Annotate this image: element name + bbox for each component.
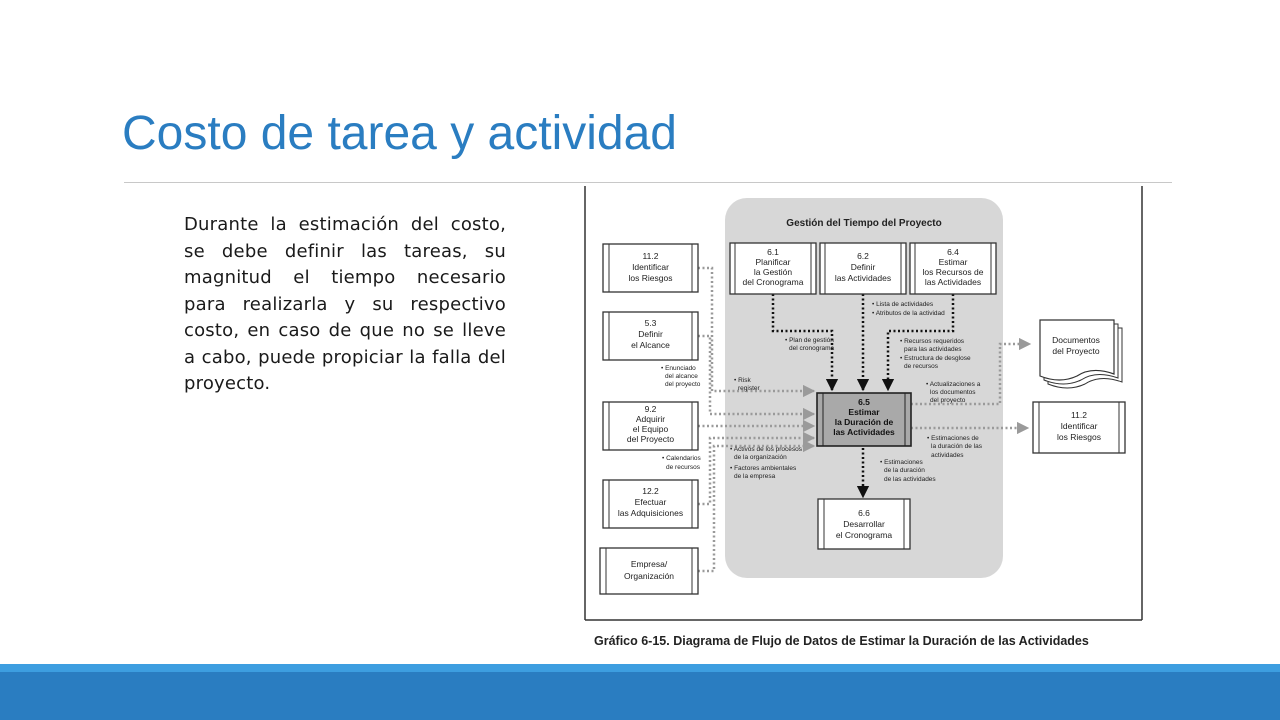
right-box-11-2 [1033,402,1125,453]
left-box-empresa [600,548,698,594]
footer-accent-strip [0,664,1280,672]
label-activos: • Activos de los procesos de la organización • Factores ambientales de la empresa [730,446,803,480]
label-plan-gestion: • Plan de gestión del cronograma [785,337,835,352]
svg-text:6.4Estimarlos Recursos delas A: 6.4 Estimar los Recursos de las Actividades [922,247,984,287]
svg-text:5.3Definirel Alcance: 5.3 Definir el Alcance [631,318,670,350]
svg-text:6.1Planificarla Gestióndel Cro: 6.1 Planificar la Gestión del Cronograma [742,247,804,287]
label-recursos: • Recursos requeridos para las actividades • Estructura de desglose de recursos [900,338,971,370]
svg-text:Empresa/Organización: Empresa/ Organización [623,559,675,581]
label-lista-actividades: • Lista de actividades • Atributos de la actividad [872,301,945,317]
top-box-6-4 [910,243,996,294]
diagram-caption: Gráfico 6-15. Diagrama de Flujo de Datos de Estimar la Duración de las Actividades [594,634,1089,648]
svg-text:12.2Efectuarlas Adquisiciones: 12.2 Efectuar las Adquisiciones [617,486,684,518]
footer-bar [0,672,1280,720]
top-box-6-2 [820,243,906,294]
svg-text:6.6Desarrollarel Cronograma: 6.6 Desarrollar el Cronograma [835,508,893,540]
data-flow-diagram [580,186,1146,656]
left-box-12-2 [603,480,698,528]
svg-text:6.2Definirlas Actividades: 6.2 Definir las Actividades [834,251,892,283]
left-box-11-2 [603,244,698,292]
svg-text:Documentosdel Proyecto: Documentos del Proyecto [1052,335,1100,356]
svg-text:11.2Identificarlos Riesgos: 11.2 Identificar los Riesgos [1057,410,1101,442]
group-title: Gestión del Tiempo del Proyecto [786,218,942,229]
label-risk: • Risk register [734,377,760,392]
label-calendarios: • Calendarios de recursos [662,455,701,471]
center-box-6-5 [817,393,911,446]
label-estimaciones-right: • Estimaciones de la duración de las actividades [927,435,982,459]
slide-title: Costo de tarea y actividad [122,107,677,160]
body-paragraph: Durante la estimación del costo, se debe definir las tareas, su magnitud el tiempo necesario para realizarla y su respectivo costo, en caso de que no se lleve a cabo, puede propiciar la falla del proyecto. [184,214,506,394]
label-enunciado: • Enunciado del alcance del proyecto [661,365,701,388]
svg-text:6.5Estimarla Duración delas Ac: 6.5 Estimar la Duración de las Actividades [833,397,895,437]
top-box-6-1 [730,243,816,294]
left-box-5-3 [603,312,698,360]
bottom-box-6-6 [818,499,910,549]
label-actualizaciones: • Actualizaciones a los documentos del proyecto [926,381,981,404]
label-estimaciones-bottom: • Estimaciones de la duración de las actividades [880,459,936,483]
title-divider [124,182,1172,183]
svg-text:9.2Adquirirel Equipodel Proyec: 9.2 Adquirir el Equipo del Proyecto [626,404,675,444]
left-box-9-2 [603,402,698,450]
right-document-stack [1040,320,1122,388]
svg-text:11.2Identificarlos Riesgos: 11.2 Identificar los Riesgos [628,251,673,283]
